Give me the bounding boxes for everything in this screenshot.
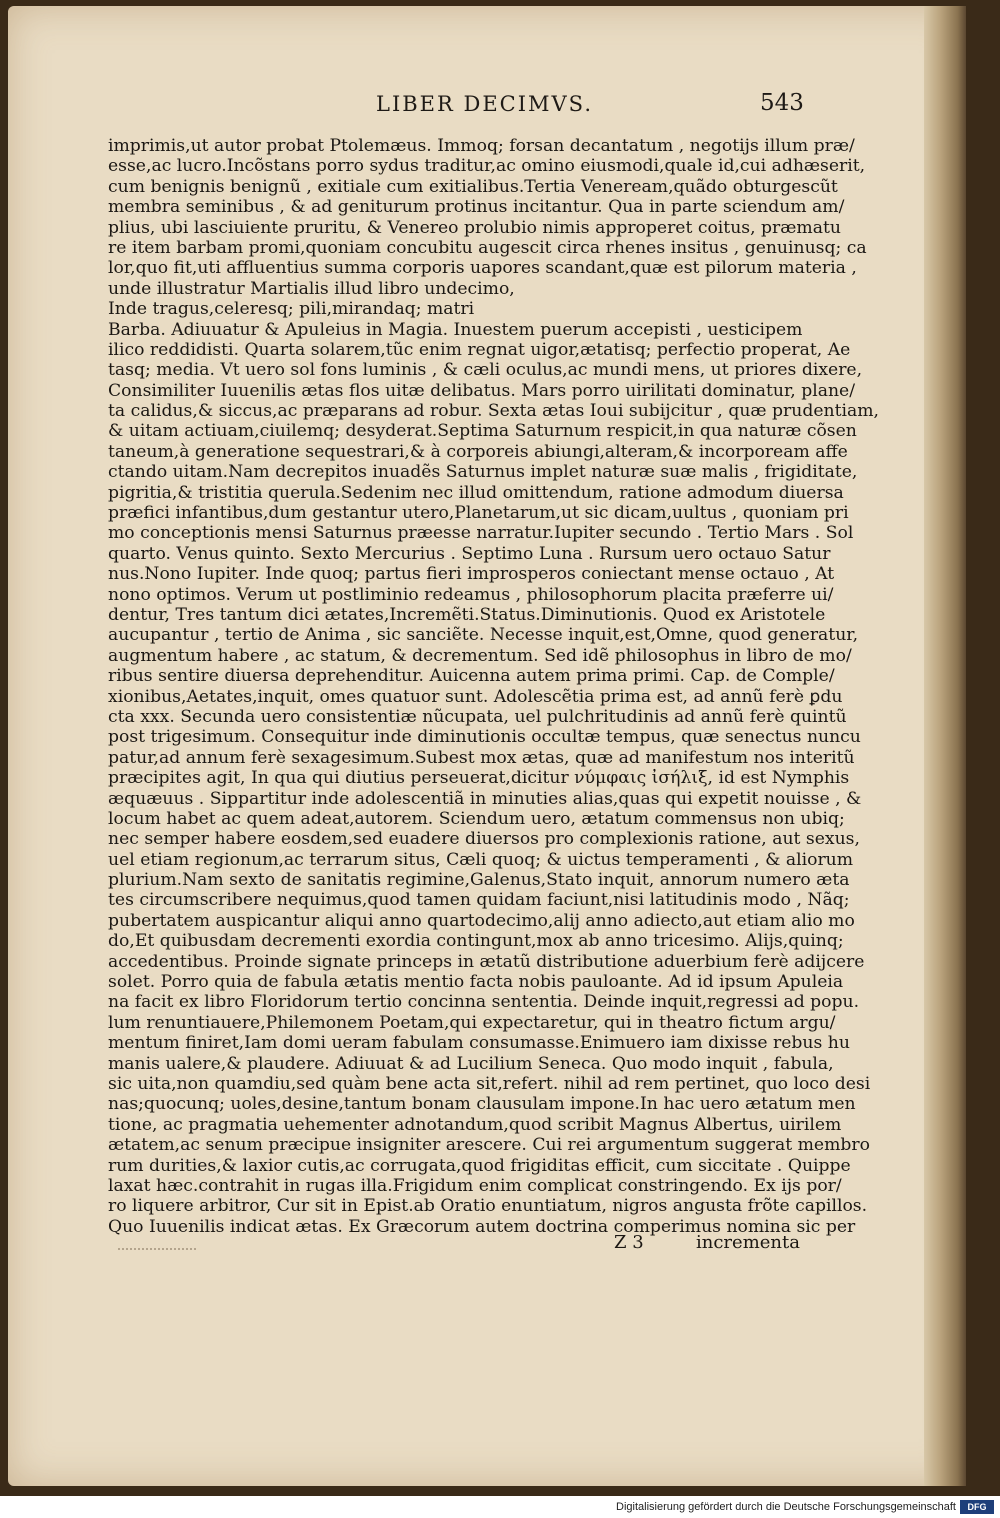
- text-line: pubertatem auspicantur aliqui anno quartodecimo,alij anno adiecto,aut etiam alio mo: [108, 910, 855, 931]
- text-line: tione, ac pragmatia uehementer adnotandum,quod scribit Magnus Albertus, uirilem: [108, 1114, 842, 1135]
- text-line: quarto. Venus quinto. Sexto Mercurius . Septimo Luna . Rursum uero octauo Satur: [108, 543, 831, 564]
- text-line: pigritia,& tristitia querula.Sedenim nec illud omittendum, ratione admodum diuersa: [108, 482, 844, 503]
- text-line: cum benignis benignũ , exitiale cum exitialibus.Tertia Veneream,quãdo obturgescũt: [108, 176, 838, 197]
- text-line: xionibus,Aetates,inquit, omes quatuor sunt. Adolescẽtia prima est, ad annũ ferè ꝑdu: [108, 686, 843, 707]
- text-line: rum durities,& laxior cutis,ac corrugata,quod frigiditas efficit, cum siccitate . Quippe: [108, 1155, 851, 1176]
- text-line: lum renuntiauere,Philemonem Poetam,qui expectaretur, qui in theatro fictum argu/: [108, 1012, 836, 1033]
- text-line: patur,ad annum ferè sexagesimum.Subest mox ætas, quæ ad manifestum nos interitũ: [108, 747, 855, 768]
- page-edge: [924, 6, 966, 1486]
- text-line: re item barbam promi,quoniam concubitu augescit circa rhenes insitus , genuinusq; ca: [108, 237, 867, 258]
- text-line: lor,quo fit,uti affluentius summa corporis uapores scandant,quæ est pilorum materia ,: [108, 258, 857, 279]
- text-line: locum habet ac quem adeat,autorem. Sciendum uero, ætatum commensus non ubiq;: [108, 808, 845, 829]
- page-footer: [108, 1232, 800, 1256]
- text-line: ctando uitam.Nam decrepitos inuadẽs Saturnus implet naturæ suæ malis , frigiditate,: [108, 462, 858, 483]
- text-line: præfici infantibus,dum gestantur utero,Planetarum,ut sic dicam,uultus , quoniam pri: [108, 503, 849, 524]
- text-line: nono optimos. Verum ut postliminio redeamus , philosophorum placita præferre ui/: [108, 584, 834, 605]
- text-line: Inde tragus,celeresq; pili,mirandaq; matri: [108, 299, 475, 320]
- text-line: æquæuus . Sippartitur inde adolescentiã in minuties alias,quas qui expetit nouisse , &: [108, 788, 862, 809]
- text-line: unde illustratur Martialis illud libro undecimo,: [108, 278, 515, 299]
- text-line: mentum finiret,Iam domi ueram fabulam consumasse.Enimuero iam dixisse rebus hu: [108, 1033, 850, 1054]
- text-line: nec semper habere eosdem,sed euadere diuersos pro complexionis ratione, aut sexus,: [108, 829, 860, 850]
- text-line: do,Et quibusdam decrementi exordia contingunt,mox ab anno tricesimo. Alijs,quinq;: [108, 931, 844, 952]
- text-line: nus.Nono Iupiter. Inde quoq; partus fieri improsperos coniectant mense octauo , At: [108, 564, 835, 585]
- text-line: ribus sentire diuersa deprehenditur. Auicenna autem prima primi. Cap. de Comple/: [108, 666, 835, 687]
- text-line: na facit ex libro Floridorum tertio concinna sententia. Deinde inquit,regressi ad popu.: [108, 992, 860, 1013]
- page-number: 543: [760, 90, 804, 116]
- text-line: laxat hæc.contrahit in rugas illa.Frigidum enim complicat constringendo. Ex ijs por/: [108, 1175, 842, 1196]
- body-text: [108, 136, 879, 1237]
- text-line: Consimiliter Iuuenilis ætas flos uitæ delibatus. Mars porro uirilitati dominatur, plane/: [108, 380, 856, 401]
- text-line: mo conceptionis mensi Saturnus præesse narratur.Iupiter secundo . Tertio Mars . Sol: [108, 523, 854, 544]
- text-line: tes circumscribere nequimus,quod tamen quidam faciunt,nisi latitudinis modo , Nãq;: [108, 890, 850, 911]
- text-line: Quo Iuuenilis indicat ætas. Ex Græcorum autem doctrina comperimus nomina sic per: [108, 1216, 856, 1237]
- text-line: membra seminibus , & ad geniturum protinus incitantur. Qua in parte sciendum am/: [108, 197, 845, 218]
- dfg-logo: DFG: [960, 1500, 994, 1514]
- text-line: ilico reddidisti. Quarta solarem,tũc enim regnat uigor,ætatisq; perfectio properat, Ae: [108, 339, 851, 360]
- text-line: ro liquere arbitror, Cur sit in Epist.ab Oratio enuntiatum, nigros angusta frõte capillos.: [108, 1196, 868, 1217]
- credit-text: Digitalisierung gefördert durch die Deutsche Forschungsgemeinschaft: [616, 1501, 956, 1513]
- text-line: solet. Porro quia de fabula ætatis mentio facta nobis pauloante. Ad id ipsum Apuleia: [108, 972, 844, 993]
- text-line: uel etiam regionum,ac terrarum situs, Cæli quoq; & uictus temperamenti , & aliorum: [108, 849, 854, 870]
- text-line: dentur, Tres tantum dici ætates,Incremẽti.Status.Diminutionis. Quod ex Aristotele: [108, 604, 826, 625]
- text-line: plius, ubi lasciuiente pruritu, & Venereo prolubio nimis approperet coitus, præmatu: [108, 217, 841, 238]
- text-line: manis ualere,& plaudere. Adiuuat & ad Lucilium Seneca. Quo modo inquit , fabula,: [108, 1053, 834, 1074]
- text-line: cta xxx. Secunda uero consistentiæ nũcupata, uel pulchritudinis ad annũ ferè quintũ: [108, 706, 847, 727]
- text-line: plurium.Nam sexto de sanitatis regimine,Galenus,Stato inquit, annorum numero æta: [108, 870, 850, 891]
- running-head: LIBER DECIMVS.: [376, 92, 593, 116]
- page-header: [8, 92, 966, 122]
- signature-mark: Z 3: [614, 1232, 644, 1253]
- credit-bar: [0, 1496, 1000, 1518]
- book-page: [8, 6, 966, 1486]
- text-line: sic uita,non quamdiu,sed quàm bene acta sit,refert. nihil ad rem pertinet, quo loco desi: [108, 1073, 871, 1094]
- text-line: taneum,à generatione sequestrari,& à corporeis abiungi,alteram,& incorpoream affe: [108, 441, 848, 462]
- text-line: imprimis,ut autor probat Ptolemæus. Immoq; forsan decantatum , negotijs illum præ/: [108, 136, 855, 156]
- text-line: præcipites agit, In qua qui diutius perseuerat,dicitur νύμφαις ἰσήλιξ, id est Nymphis: [108, 768, 850, 789]
- text-line: Barba. Adiuuatur & Apuleius in Magia. Inuestem puerum accepisti , uesticipem: [108, 319, 803, 340]
- text-line: augmentum habere , ac statum, & decrementum. Sed idẽ philosophus in libro de mo/: [108, 645, 852, 666]
- text-line: post trigesimum. Consequitur inde diminutionis occultæ tempus, quæ senectus nuncu: [108, 727, 861, 748]
- catchword: incrementa: [696, 1232, 800, 1253]
- text-line: ætatem,ac senum præcipue insigniter arescere. Cui rei argumentum suggerat membro: [108, 1135, 870, 1156]
- text-line: esse,ac lucro.Incõstans porro sydus traditur,ac omino eiusmodi,quale id,cui adhæserit,: [108, 156, 866, 177]
- text-line: nas;quocunq; uoles,desine,tantum bonam clausulam impone.In hac uero ætatum men: [108, 1094, 856, 1115]
- text-line: & uitam actiuam,ciuilemq; desyderat.Septima Saturnum respicit,in qua naturæ cõsen: [108, 421, 857, 442]
- text-line: aucupantur , tertio de Anima , sic sanciẽte. Necesse inquit,est,Omne, quod generatur,: [108, 625, 859, 646]
- text-line: tasq; media. Vt uero sol fons luminis , & cæli oculus,ac mundi mens, ut priores dixere,: [108, 360, 863, 381]
- text-line: ta calidus,& siccus,ac præparans ad robur. Sexta ætas Ioui subijcitur , quæ prudentiam,: [108, 401, 879, 422]
- text-line: accedentibus. Proinde signate princeps in ætatũ distributione aduerbium ferè adijcere: [108, 951, 865, 972]
